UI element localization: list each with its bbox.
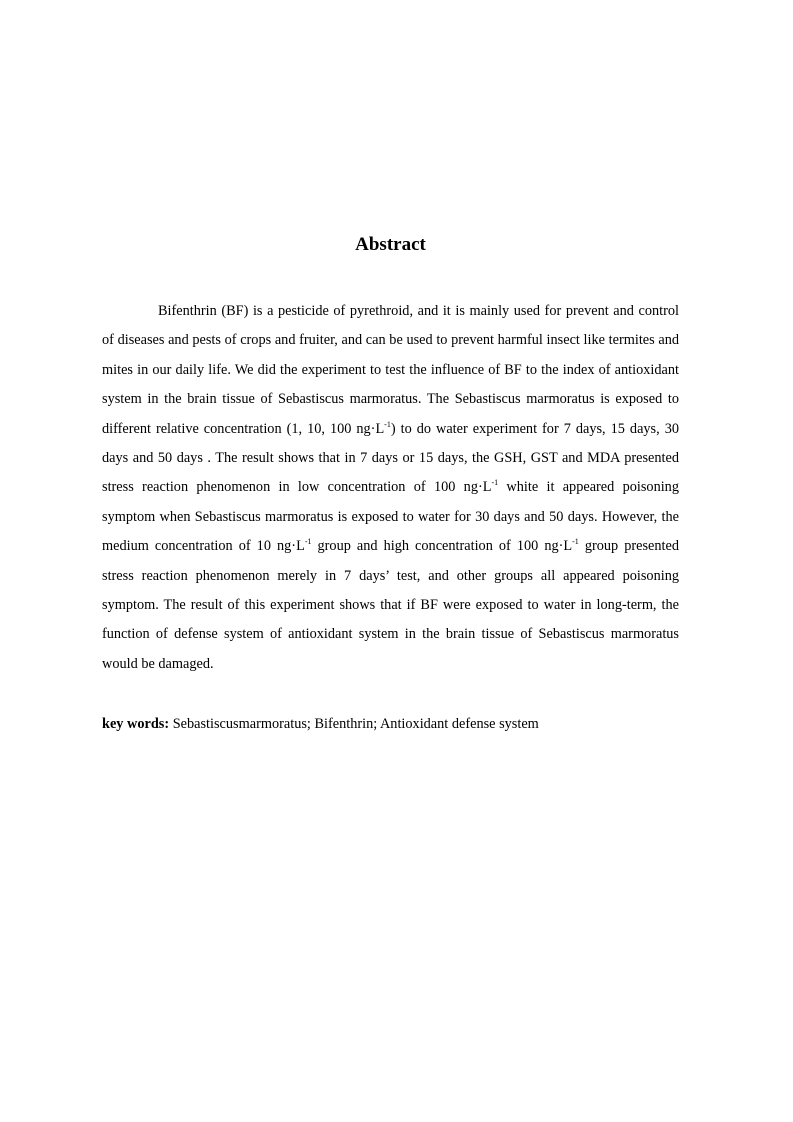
keywords-label: key words: [102, 716, 170, 732]
abstract-body [102, 297, 679, 679]
abstract-title: Abstract [355, 234, 426, 255]
body-text-1: Bifenthrin (BF) is a pesticide of pyrethroid, and it is mainly used for prevent and control of diseases and pests of crops and fruiter, and can be used to prevent harmful insect like termites and mites in our daily life. We did the experiment to test the influence of BF to the index of antioxidant system in the brain tissue of Sebastiscus marmoratus. The Sebastiscus marmoratus is exposed to different relative concentration (1, 10, 100 ng·L [102, 303, 679, 437]
body-text-4: group and high concentration of 100 ng·L [311, 538, 573, 555]
unit-superscript-1: -1 [384, 419, 391, 429]
body-text-2: ) to do water experiment for 7 days, 15 days, 30 days and 50 days . The result shows that in 7 days or 15 days, the GSH, GST and MDA presented stress reaction phenomenon in low concentration of 100 ng·L [102, 420, 679, 496]
unit-superscript-4: -1 [572, 537, 579, 547]
unit-superscript-3: -1 [304, 537, 312, 547]
body-text-3: white it appeared poisoning symptom when Sebastiscus marmoratus is exposed to water for 30 days and 50 days. However, the medium concentration of 10 ng·L [102, 479, 679, 555]
unit-superscript-2: -1 [491, 478, 499, 488]
keywords-text: Sebastiscusmarmoratus; Bifenthrin; Antioxidant defense system [169, 716, 539, 732]
keywords-line [102, 711, 702, 737]
body-text-5: group presented stress reaction phenomenon merely in 7 days’ test, and other groups all appeared poisoning symptom. The result of this experiment shows that if BF were exposed to water in long-term, the function of defense system of antioxidant system in the brain tissue of Sebastiscus marmoratus would be damaged. [102, 538, 679, 672]
